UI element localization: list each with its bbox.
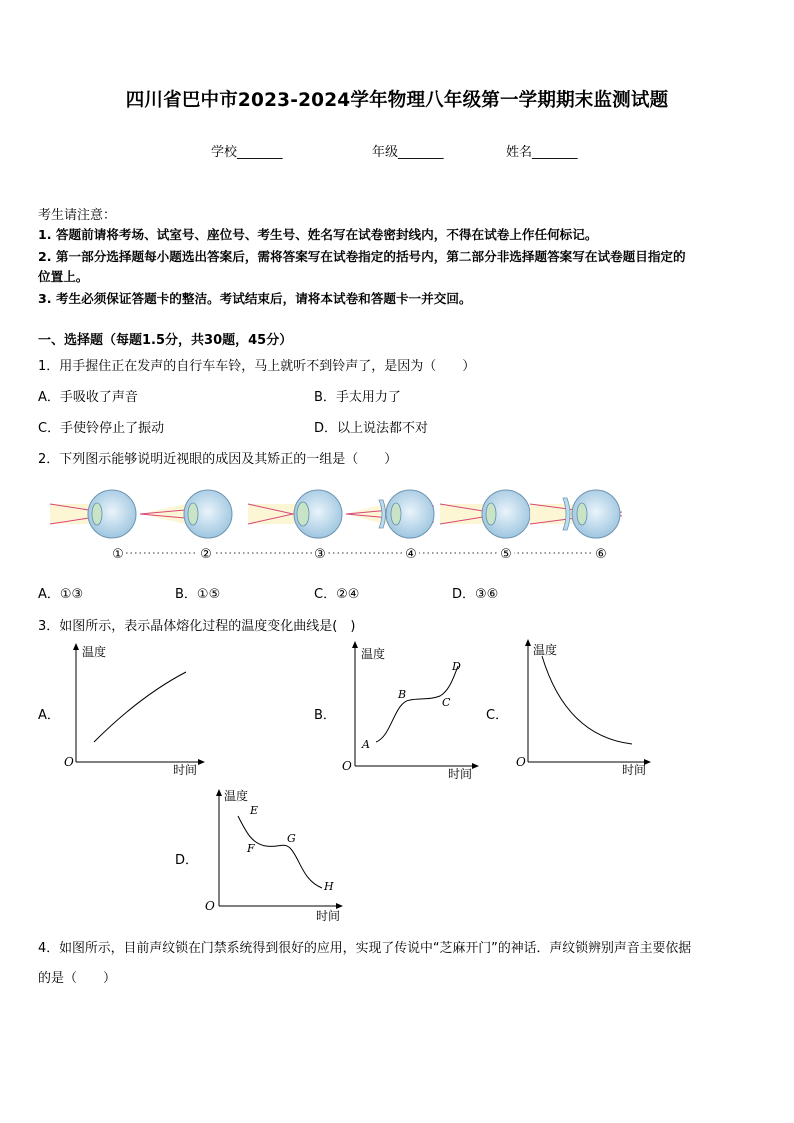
q1-option-c: C．手使铃停止了振动 <box>38 421 165 436</box>
notice-item-2-cont: 位置上。 <box>38 269 89 284</box>
graph-c-xlabel: 时间 <box>622 763 647 777</box>
eye-diagram-2 <box>140 490 232 538</box>
graph-b-point-c: C <box>442 696 451 709</box>
q3-stem: 3．如图所示，表示晶体熔化过程的温度变化曲线是( ) <box>38 619 356 634</box>
notice-item-2: 2. 第一部分选择题每小题选出答案后，需将答案写在试卷指定的括号内，第二部分非选择题答案写在试卷题目指定的 <box>38 249 686 264</box>
section-heading: 一、选择题（每题1.5分，共30题，45分） <box>38 333 293 348</box>
graph-b-origin: O <box>342 759 352 773</box>
graph-a-ylabel: 温度 <box>82 645 107 659</box>
q1-stem: 1．用手握住正在发声的自行车车铃，马上就听不到铃声了，是因为（ ） <box>38 359 476 374</box>
name-field: 姓名_______ <box>506 145 578 160</box>
q3-option-b-label: B． <box>314 708 336 723</box>
eye-diagram-6 <box>530 490 622 538</box>
graph-b-point-d: D <box>452 660 461 673</box>
graph-d-point-f: F <box>247 842 255 855</box>
graph-d-point-h: H <box>324 880 334 893</box>
graph-b-ylabel: 温度 <box>361 647 386 661</box>
eye-diagram-figure <box>0 480 794 570</box>
eye-label-5: ⑤ <box>500 547 512 562</box>
graph-c-curve <box>542 656 632 744</box>
eye-label-2: ② <box>200 547 212 562</box>
eye-diagram-5 <box>440 490 530 538</box>
notice-item-1: 1. 答题前请将考场、试室号、座位号、考生号、姓名写在试卷密封线内，不得在试卷上作任何标记。 <box>38 227 598 242</box>
graph-c <box>528 642 648 762</box>
graph-d <box>219 792 340 906</box>
graph-d-point-e: E <box>250 804 259 817</box>
eye-label-6: ⑥ <box>595 547 607 562</box>
eye-diagram-4 <box>346 490 434 538</box>
graph-d-point-g: G <box>287 832 296 845</box>
graph-a-curve <box>94 672 186 742</box>
q1-option-a: A．手吸收了声音 <box>38 390 138 405</box>
graph-d-ylabel: 温度 <box>224 789 249 803</box>
school-field: 学校_______ <box>211 145 283 160</box>
grade-field: 年级_______ <box>372 145 444 160</box>
eye-diagram-3 <box>248 490 342 538</box>
q3-option-c-label: C． <box>486 708 509 723</box>
eye-diagram-1 <box>50 490 136 538</box>
graph-a-origin: O <box>64 755 74 769</box>
graph-c-ylabel: 温度 <box>533 643 558 657</box>
graph-b-point-a: A <box>362 738 370 751</box>
q2-option-d: D．③⑥ <box>452 587 499 602</box>
notice-heading: 考生请注意： <box>38 208 117 223</box>
q4-stem-line1: 4．如图所示，目前声纹锁在门禁系统得到很好的应用，实现了传说中“芝麻开门”的神话．声纹锁辨别声音主要依据 <box>38 941 692 956</box>
graph-c-origin: O <box>516 755 526 769</box>
temperature-graphs-figure <box>0 636 794 926</box>
graph-d-xlabel: 时间 <box>316 909 341 923</box>
q2-option-c: C．②④ <box>314 587 360 602</box>
q3-option-a-label: A． <box>38 708 60 723</box>
q1-option-b: B．手太用力了 <box>314 390 401 405</box>
graph-b-point-b: B <box>398 688 407 701</box>
eye-label-1: ① <box>112 547 124 562</box>
eye-label-4: ④ <box>405 547 417 562</box>
graph-a-xlabel: 时间 <box>173 763 198 777</box>
q4-stem-line2: 的是（ ） <box>38 971 117 986</box>
q3-option-d-label: D． <box>175 853 199 868</box>
q2-stem: 2．下列图示能够说明近视眼的成因及其矫正的一组是（ ） <box>38 452 398 467</box>
q2-option-b: B．①⑤ <box>175 587 221 602</box>
graph-a <box>76 646 202 762</box>
q2-option-a: A．①③ <box>38 587 84 602</box>
q1-option-d: D．以上说法都不对 <box>314 421 429 436</box>
notice-item-3: 3. 考生必须保证答题卡的整洁。考试结束后，请将本试卷和答题卡一并交回。 <box>38 291 472 306</box>
eye-label-3: ③ <box>314 547 326 562</box>
page-title: 四川省巴中市2023-2024学年物理八年级第一学期期末监测试题 <box>125 90 669 111</box>
graph-b-xlabel: 时间 <box>448 767 473 781</box>
graph-d-origin: O <box>205 899 215 913</box>
